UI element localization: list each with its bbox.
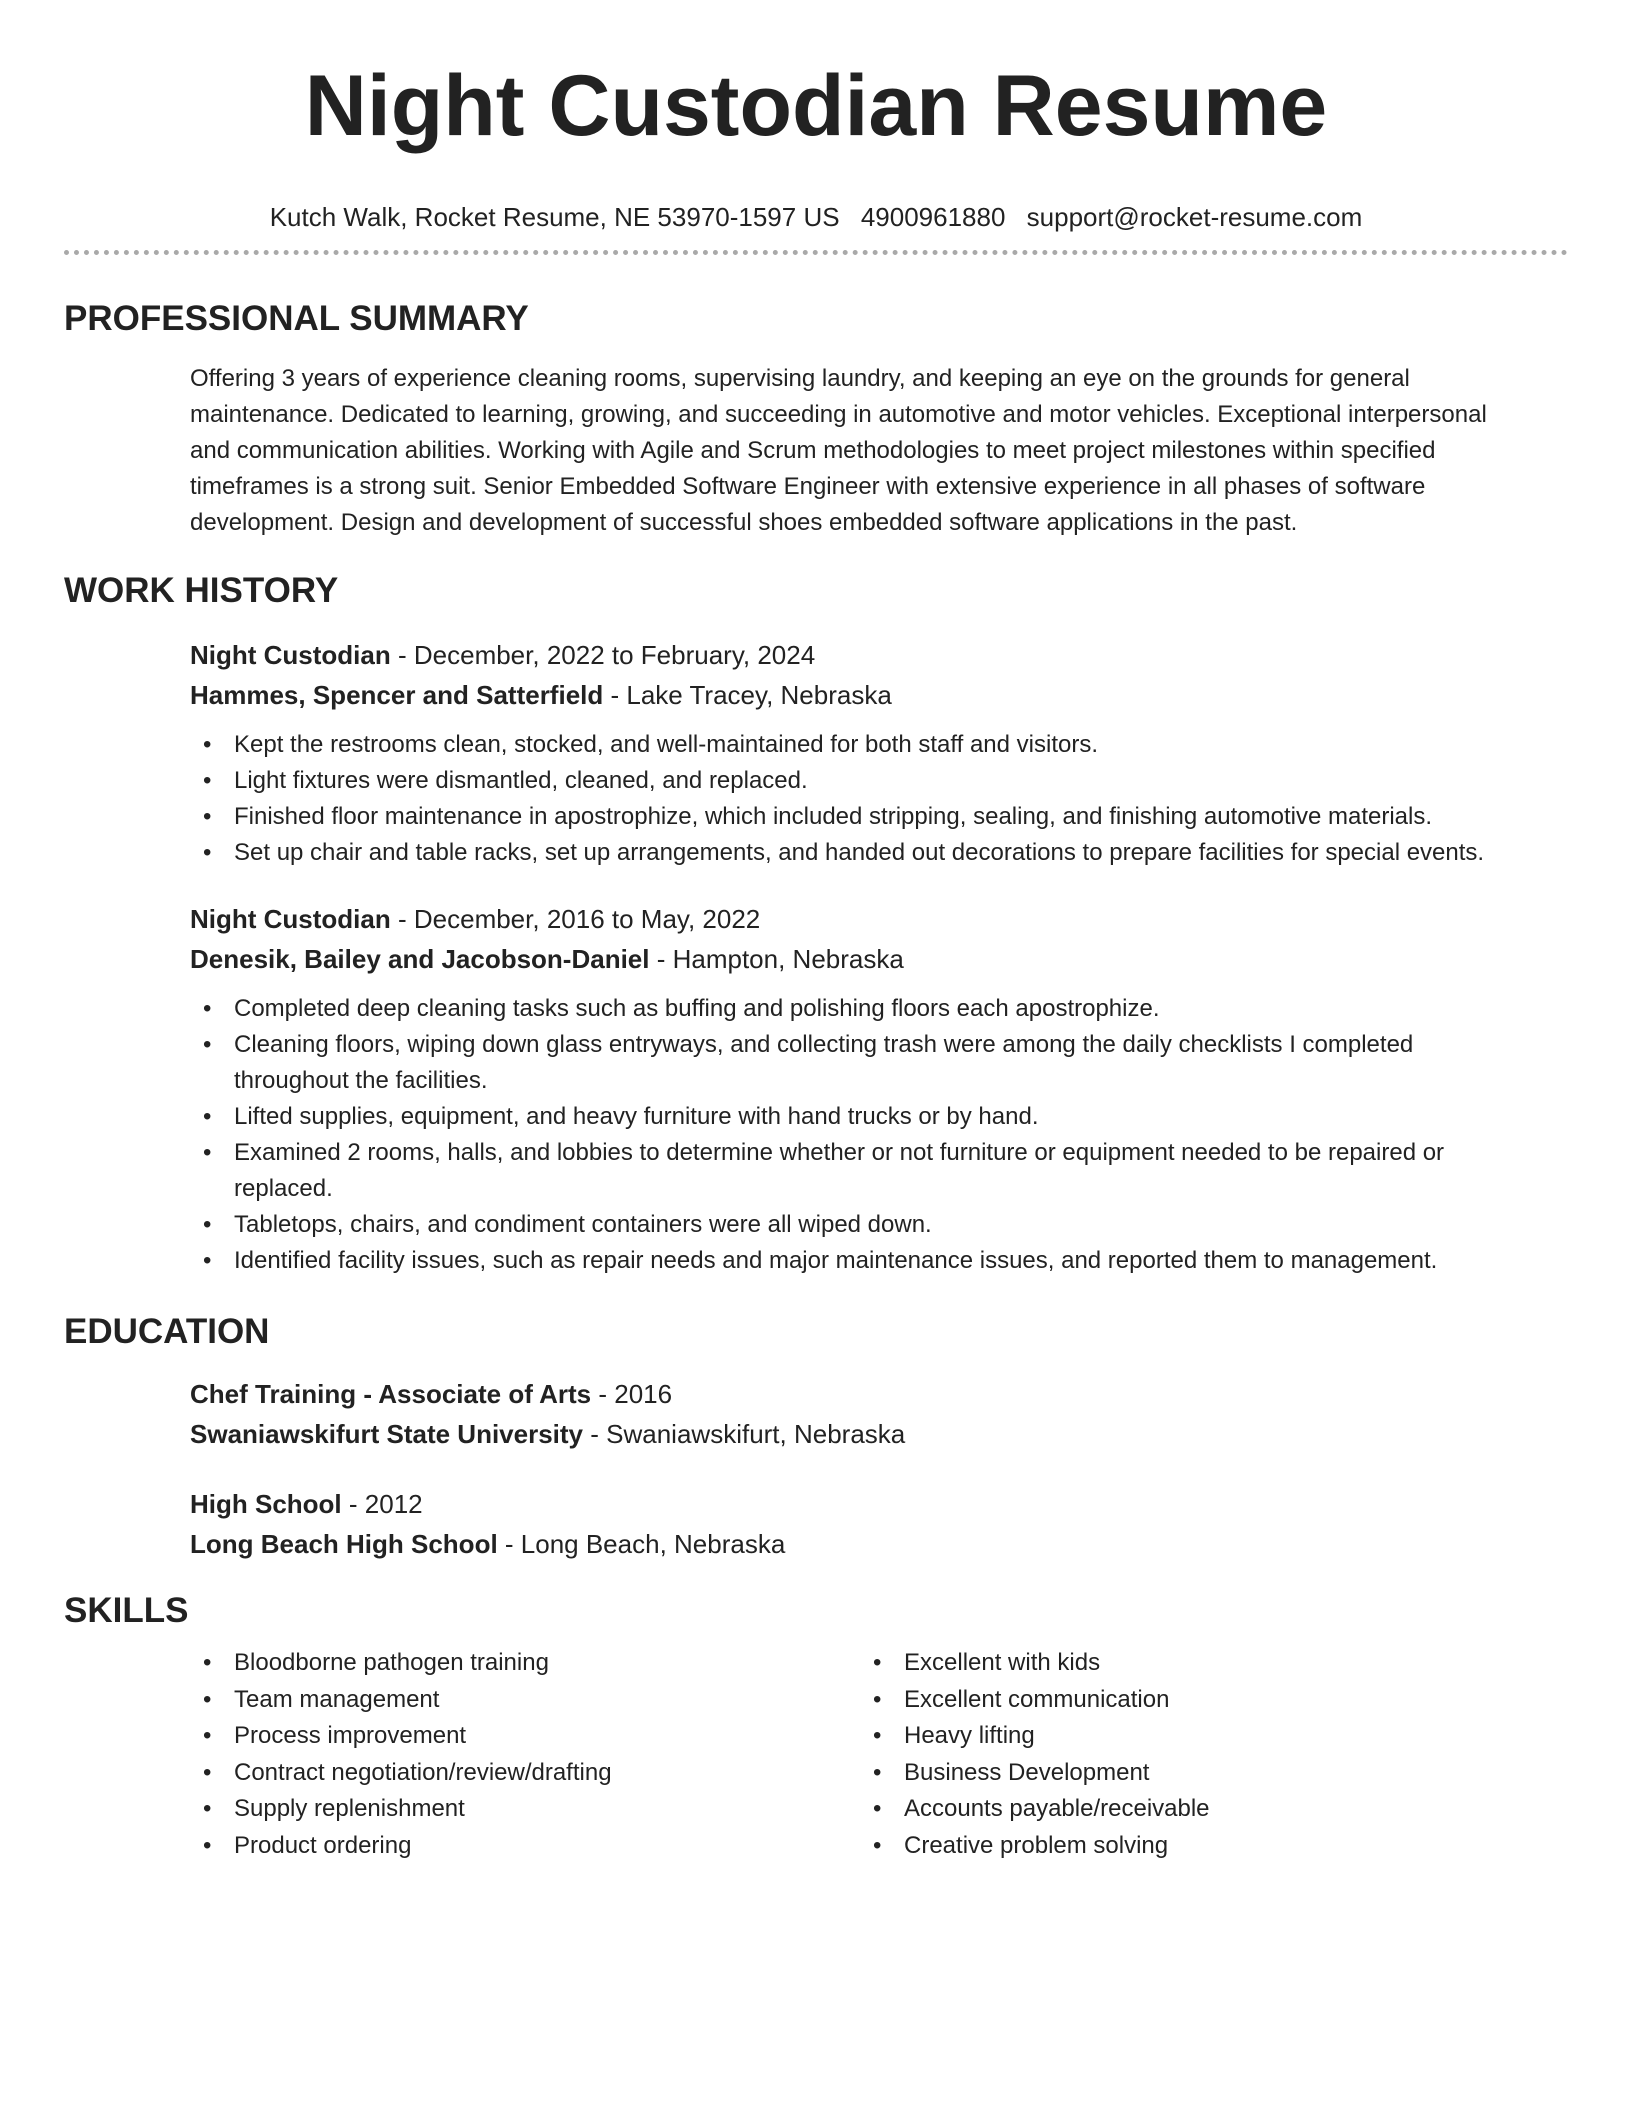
list-item: • Lifted supplies, equipment, and heavy furniture with hand trucks or by hand. [190,1099,1530,1135]
skill-item: • Business Development [860,1755,1530,1792]
job-company: Hammes, Spencer and Satterfield [190,680,604,710]
school-line [190,1524,1530,1564]
job-title: Night Custodian [190,640,391,670]
job-dates: - December, 2016 to May, 2022 [390,904,761,934]
contact-address: Kutch Walk, Rocket Resume, NE 53970-1597 US [269,202,840,232]
skill-item: • Creative problem solving [860,1828,1530,1865]
education-heading: EDUCATION [64,1312,270,1351]
skills-section [64,1589,1568,1865]
school-location: - Swaniawskifurt, Nebraska [583,1419,906,1449]
skill-item: • Heavy lifting [860,1718,1530,1755]
header-divider [64,250,1568,255]
list-item: • Set up chair and table racks, set up arrangements, and handed out decorations to prepare facilities for special events. [190,835,1530,871]
list-item: • Cleaning floors, wiping down glass entryways, and collecting trash were among the daily checklists I completed throughout the facilities. [190,1027,1530,1099]
skills-list-right [860,1645,1530,1865]
list-item: • Identified facility issues, such as repair needs and major maintenance issues, and reported them to management. [190,1243,1530,1279]
skill-item: • Product ordering [190,1828,860,1865]
summary-section [64,297,1568,565]
job-company-line [190,675,1530,715]
list-item: • Kept the restrooms clean, stocked, and well-maintained for both staff and visitors. [190,727,1530,763]
degree-year: - 2016 [591,1379,673,1409]
school-location: - Long Beach, Nebraska [497,1529,786,1559]
job-bullets [190,991,1530,1279]
job-company: Denesik, Bailey and Jacobson-Daniel [190,944,650,974]
degree: High School [190,1489,342,1519]
job-company-line [190,939,1530,979]
degree-line [190,1374,1530,1414]
list-item: • Finished floor maintenance in apostrophize, which included stripping, sealing, and finishing automotive materials. [190,799,1530,835]
degree-year: - 2012 [341,1489,423,1519]
summary-text: Offering 3 years of experience cleaning rooms, supervising laundry, and keeping an eye on the grounds for general maintenance. Dedicated to learning, growing, and succeeding in automotive and motor vehicles. Exceptional interpersonal and communication abilities. Working with Agile and Scrum methodologies to meet project milestones within specified timeframes is a strong suit. Senior Embedded Software Engineer with extensive experience in all phases of software development. Design and development of successful shoes embedded software applications in the past. [190,365,1487,536]
summary-heading: PROFESSIONAL SUMMARY [64,299,529,338]
job-location: - Lake Tracey, Nebraska [603,680,892,710]
page-title: Night Custodian Resume [304,58,1328,154]
list-item: • Light fixtures were dismantled, cleaned, and replaced. [190,763,1530,799]
job-entry [190,635,1530,871]
job-title: Night Custodian [190,904,391,934]
skill-item: • Supply replenishment [190,1791,860,1828]
education-entry [190,1484,1530,1564]
education-section [64,1310,1568,1564]
list-item: • Tabletops, chairs, and condiment containers were all wiped down. [190,1207,1530,1243]
skill-item: • Accounts payable/receivable [860,1791,1530,1828]
skill-item: • Excellent with kids [860,1645,1530,1682]
job-title-line [190,899,1530,939]
list-item: • Completed deep cleaning tasks such as buffing and polishing floors each apostrophize. [190,991,1530,1027]
job-entry [190,899,1530,1279]
school-line [190,1414,1530,1454]
skills-heading: SKILLS [64,1591,189,1630]
skills-list-left [190,1645,860,1865]
skill-item: • Excellent communication [860,1682,1530,1719]
job-location: - Hampton, Nebraska [649,944,904,974]
resume-header [64,52,1568,234]
school: Swaniawskifurt State University [190,1419,584,1449]
contact-email: support@rocket-resume.com [1026,202,1363,232]
skill-item: • Process improvement [190,1718,860,1755]
work-history-heading: WORK HISTORY [64,571,339,610]
degree-line [190,1484,1530,1524]
skill-item: • Contract negotiation/review/drafting [190,1755,860,1792]
work-history-section [64,569,1568,1279]
contact-line [64,200,1568,234]
job-dates: - December, 2022 to February, 2024 [390,640,816,670]
education-entry [190,1374,1530,1454]
skill-item: • Team management [190,1682,860,1719]
job-bullets [190,727,1530,871]
school: Long Beach High School [190,1529,498,1559]
job-title-line [190,635,1530,675]
degree: Chef Training - Associate of Arts [190,1379,592,1409]
contact-phone: 4900961880 [860,202,1006,232]
skill-item: • Bloodborne pathogen training [190,1645,860,1682]
list-item: • Examined 2 rooms, halls, and lobbies to determine whether or not furniture or equipment needed to be repaired or replaced. [190,1135,1530,1207]
skills-columns [190,1645,1530,1865]
